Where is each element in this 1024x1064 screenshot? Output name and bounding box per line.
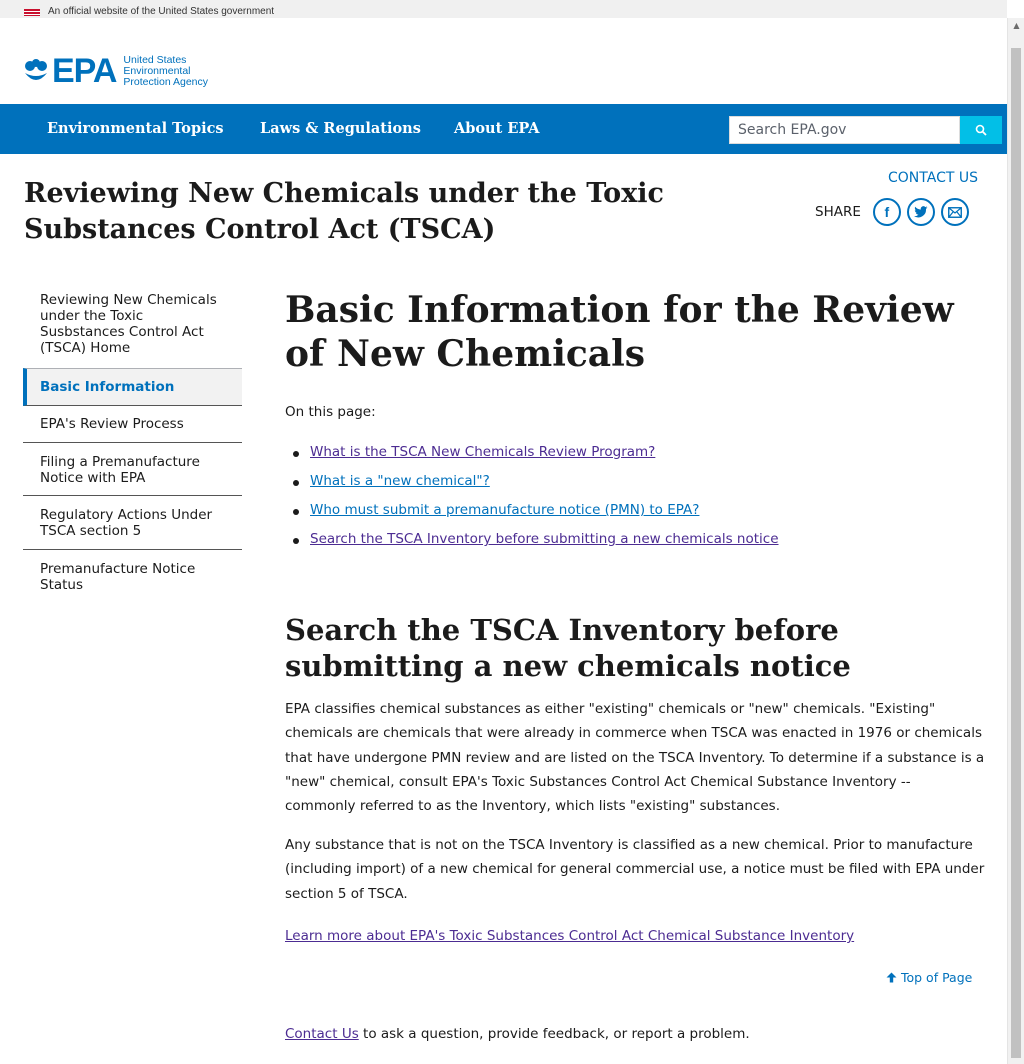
email-icon[interactable] — [941, 198, 969, 226]
gov-banner-text: An official website of the United States government — [48, 6, 275, 17]
list-item — [291, 444, 779, 473]
twitter-icon[interactable] — [907, 198, 935, 226]
toc-link-search-inventory[interactable]: Search the TSCA Inventory before submitting a new chemicals notice — [310, 531, 779, 547]
nav-about-epa[interactable]: About EPA — [454, 120, 540, 137]
epa-flower-logo-icon — [22, 57, 50, 85]
search-input[interactable]: Search EPA.gov — [729, 116, 960, 144]
agency-line: United States — [123, 53, 187, 66]
sidebar-item-regulatory-actions[interactable]: Regulatory Actions Under TSCA section 5 — [23, 496, 242, 550]
twitter-bird-glyph — [914, 206, 928, 218]
page-scrollbar[interactable] — [1007, 18, 1024, 1064]
agency-line: Environmental — [123, 64, 191, 77]
paragraph: Any substance that is not on the TSCA Inventory is classified as a new chemical. Prior to manufacture (including import) of a new chemical for general commercial use, a notice must be filed with EPA under section 5 of TSCA. — [285, 837, 985, 902]
epa-logo[interactable] — [22, 51, 223, 91]
list-item — [291, 502, 779, 531]
contact-us-link[interactable]: CONTACT US — [888, 170, 978, 186]
sidebar-nav — [23, 288, 242, 600]
sidebar-item-pmn-status[interactable]: Premanufacture Notice Status — [40, 561, 196, 593]
scroll-up-arrow-icon[interactable]: ▲ — [1013, 21, 1020, 30]
sidebar-item-review-process[interactable]: EPA's Review Process — [23, 406, 242, 443]
page-title: Basic Information for the Review of New Chemicals — [285, 289, 954, 375]
agency-name — [123, 55, 223, 88]
main-nav — [0, 104, 1007, 154]
contact-footer — [285, 1026, 750, 1042]
search-button[interactable] — [960, 116, 1002, 144]
top-of-page-link[interactable] — [886, 970, 972, 985]
list-item — [291, 473, 779, 502]
learn-more-inventory-link[interactable]: Learn more about EPA's Toxic Substances Control Act Chemical Substance Inventory — [285, 928, 855, 944]
nav-environmental-topics[interactable]: Environmental Topics — [47, 120, 224, 137]
toc-link-new-chemical[interactable]: What is a "new chemical"? — [310, 473, 490, 489]
gov-banner — [0, 0, 1007, 18]
sidebar-item-filing-pmn[interactable]: Filing a Premanufacture Notice with EPA — [23, 443, 242, 496]
top-of-page-label: Top of Page — [900, 970, 973, 985]
contact-us-footer-link[interactable]: Contact Us — [285, 1026, 359, 1042]
agency-line: Protection Agency — [123, 75, 209, 88]
list-item — [291, 531, 779, 560]
main-content — [285, 288, 985, 1042]
on-this-page-label: On this page: — [285, 404, 376, 420]
arrow-up-icon — [886, 972, 897, 983]
share-label: SHARE — [815, 204, 861, 220]
scrollbar-thumb[interactable] — [1011, 48, 1021, 1058]
on-this-page-list — [291, 444, 779, 560]
us-flag-icon — [24, 9, 40, 16]
logo-wordmark: EPA — [52, 52, 117, 90]
facebook-icon[interactable]: f — [873, 198, 901, 226]
sidebar-item-home[interactable]: Reviewing New Chemicals under the Toxic Susbstances Control Act (TSCA) Home — [40, 292, 217, 356]
sidebar-item-basic-information[interactable]: Basic Information — [23, 368, 242, 406]
envelope-glyph — [948, 207, 962, 218]
nav-laws-regulations[interactable]: Laws & Regulations — [260, 120, 421, 137]
toc-link-review-program[interactable]: What is the TSCA New Chemicals Review Program? — [310, 444, 656, 460]
site-title: Reviewing New Chemicals under the Toxic Substances Control Act (TSCA) — [24, 178, 664, 245]
magnifier-icon — [975, 124, 987, 136]
share-bar — [815, 198, 975, 226]
toc-link-who-must-submit[interactable]: Who must submit a premanufacture notice (PMN) to EPA? — [310, 502, 700, 518]
contact-footer-text: to ask a question, provide feedback, or report a problem. — [358, 1026, 750, 1042]
paragraph: EPA classifies chemical substances as either "existing" chemicals or "new" chemicals. "Existing" chemicals are chemicals that were already in commerce when TSCA was enacted in 1976 or chemicals that have undergone PMN review and are listed on the TSCA Inventory. To determine if a substance is a "new" chemical, consult EPA's Toxic Substances Control Act Chemical Substance Inventory -- commonly referred to as the Inventory, which lists "existing" substances. — [285, 701, 985, 815]
section-title: Search the TSCA Inventory before submitting a new chemicals notice — [285, 613, 851, 683]
